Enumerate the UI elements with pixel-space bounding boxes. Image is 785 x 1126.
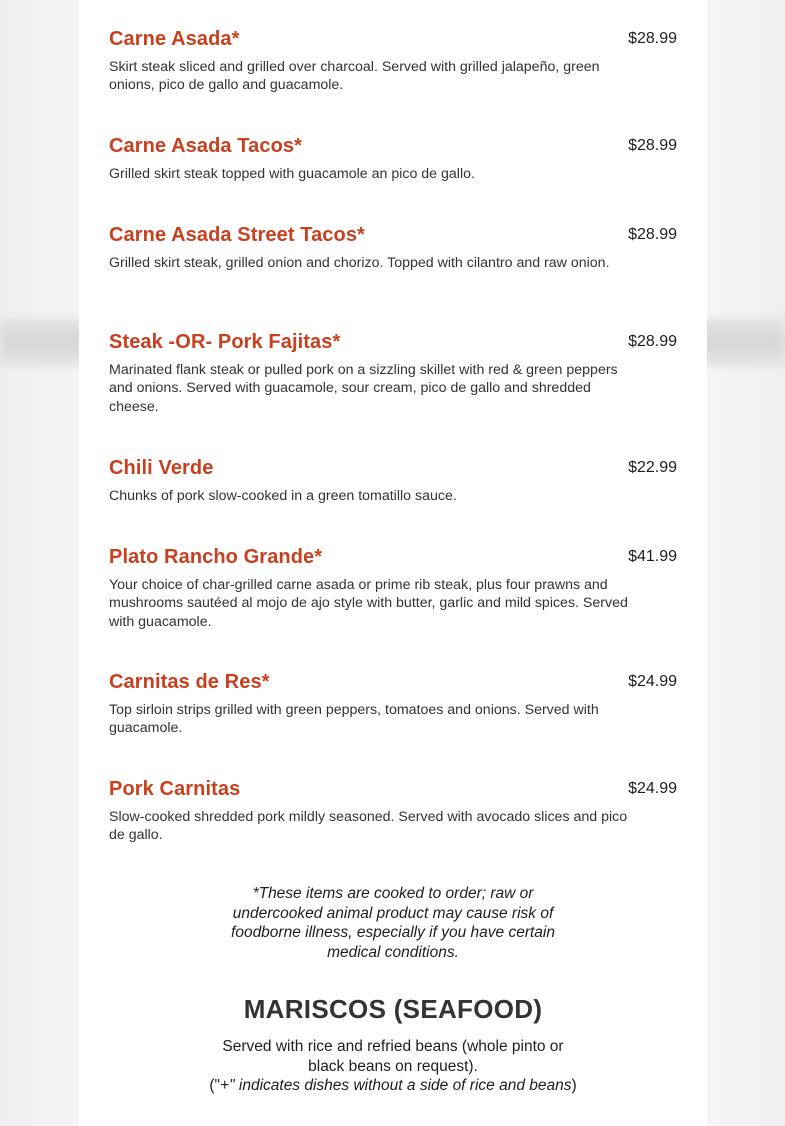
background-right: [707, 0, 785, 1126]
item-name: Pork Carnitas: [109, 778, 241, 800]
raw-food-disclaimer: *These items are cooked to order; raw or undercooked animal product may cause risk of foodborne illness, especially if you have certain medical conditions.: [231, 885, 555, 961]
item-description: Marinated flank steak or pulled pork on a sizzling skillet with red & green peppers and onions. Served with guacamole, sour cream, pico de gallo and shredded cheese.: [109, 362, 618, 415]
menu-sheet: [79, 0, 707, 1126]
background-left: [0, 0, 79, 1126]
item-description: Top sirloin strips grilled with green peppers, tomatoes and onions. Served with guacamole.: [109, 702, 599, 737]
item-name: Steak -OR- Pork Fajitas*: [109, 331, 341, 353]
section-title-seafood: MARISCOS (SEAFOOD): [243, 994, 543, 1024]
item-description: Grilled skirt steak, grilled onion and chorizo. Topped with cilantro and raw onion.: [109, 255, 610, 271]
item-description: Skirt steak sliced and grilled over charcoal. Served with grilled jalapeño, green onions, pico de gallo and guacamole.: [109, 59, 600, 94]
item-name: Carnitas de Res*: [109, 671, 270, 693]
item-description: Your choice of char-grilled carne asada or prime rib steak, plus four prawns and mushrooms sautéed al mojo de ajo style with butter, garlic and mild spices. Served with guacamole.: [109, 577, 628, 630]
note-close: ): [571, 1077, 577, 1095]
no-sides-note: [209, 1076, 577, 1096]
item-price: $24.99: [628, 673, 677, 690]
sides-note: Served with rice and refried beans (whole pinto or black beans on request).: [222, 1038, 564, 1075]
item-description: Slow-cooked shredded pork mildly seasoned. Served with avocado slices and pico de gallo.: [109, 809, 628, 844]
item-price: $22.99: [628, 459, 677, 476]
item-name: Chili Verde: [109, 457, 214, 479]
item-price: $28.99: [628, 333, 677, 350]
item-price: $24.99: [628, 780, 677, 797]
item-price: $28.99: [628, 226, 677, 243]
item-price: $41.99: [628, 548, 677, 565]
section-subtitle: [209, 1037, 577, 1096]
item-name: Carne Asada Street Tacos*: [109, 224, 365, 246]
item-name: Carne Asada*: [109, 28, 240, 50]
item-description: Chunks of pork slow-cooked in a green tomatillo sauce.: [109, 488, 457, 504]
note-open: (": [209, 1077, 221, 1095]
plus-mark: +: [220, 1077, 230, 1095]
item-description: Grilled skirt steak topped with guacamole an pico de gallo.: [109, 166, 475, 182]
note-text: " indicates dishes without a side of rice and beans: [229, 1077, 572, 1095]
item-price: $28.99: [628, 30, 677, 47]
item-name: Plato Rancho Grande*: [109, 546, 323, 568]
item-price: $28.99: [628, 137, 677, 154]
item-name: Carne Asada Tacos*: [109, 135, 302, 157]
